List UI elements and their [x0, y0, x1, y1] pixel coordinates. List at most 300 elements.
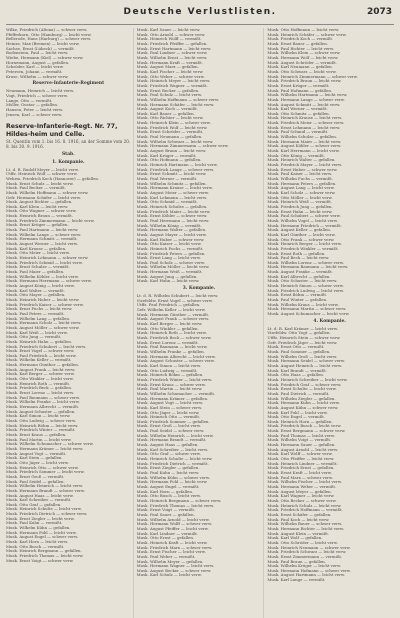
list-entry: Musk. Hermann Richter — leicht verw.: [267, 526, 345, 531]
list-entry: Musk. Hermann Zimmermann — schwer verw.: [136, 144, 229, 149]
list-entry: Gefr. Friedrich Jäger — leicht verw.: [267, 340, 338, 345]
list-entry: Musk. Otto Graf — schwer verw.: [136, 452, 201, 457]
list-entry: Musk. August Pfeiffer — leicht verw.: [136, 526, 209, 531]
list-entry: Utffz. Paul Friedrich — gefallen.: [136, 303, 201, 308]
list-entry: Musk. Paul Scholz — schwer verw.: [136, 260, 205, 265]
list-entry: Musk. Otto Schmitz — gefallen.: [267, 111, 330, 116]
list-entry: Musk. Heinrich Berger — leicht verw.: [267, 242, 342, 247]
list-entry: Musk. Wilhelm König — vermißt.: [136, 223, 202, 228]
list-entry: Musk. Wilhelm Heinrich — leicht verw.: [6, 484, 84, 489]
list-entry: Musk. Friedrich Zimmermann — leicht verw.: [6, 218, 95, 223]
list-entry: Musk. Hermann Krämer — leicht verw.: [6, 446, 84, 451]
list-entry: Musk. Ernst Schröder — vermißt.: [136, 130, 204, 135]
text-columns: [6, 28, 394, 618]
list-entry: Musk. Karl Albrecht — gefallen.: [267, 274, 331, 279]
list-entry: Musk. Wilhelm Lange — schwer verw.: [6, 232, 82, 237]
list-entry: Musk. Otto Frank — schwer verw.: [267, 237, 335, 242]
list-entry: Musk. August Schröder — vermißt.: [267, 60, 338, 65]
list-entry: Musk. Paul Martin — leicht verw.: [6, 437, 72, 442]
column-1: [6, 28, 134, 618]
list-entry: Musk. Otto Winkler — leicht verw.: [6, 377, 74, 382]
column-3: [267, 28, 394, 618]
list-entry: Musk. Paul Hartmann — leicht verw.: [6, 228, 79, 233]
list-entry: Musk. Friedrich Dietrich — schwer verw.: [6, 512, 88, 517]
list-entry: Musk. Wilhelm Voigt — vermißt.: [267, 438, 332, 443]
list-entry: Möller, Gustav — gefallen.: [6, 103, 59, 108]
list-entry: Musk. Ernst Hartmann — leicht verw.: [136, 46, 212, 51]
col3-company-label: 4. Kompanie.: [313, 318, 346, 324]
list-entry: Musk. Friedrich Lange — schwer verw.: [136, 167, 215, 172]
list-entry: Hansen, Peter — leicht verw.: [6, 107, 64, 112]
running-title: Deutsche Verlustlisten.: [123, 7, 277, 17]
list-entry: Musk. Ernst Fuchs — leicht verw.: [6, 307, 73, 312]
list-entry: Musk. August Franke — vermißt.: [267, 270, 333, 275]
list-entry: Musk. Heinrich Weiß — vermißt.: [267, 200, 333, 205]
list-entry: Musk. Karl Neumann — gefallen.: [267, 65, 333, 70]
list-entry: Musk. Otto Jäger — leicht verw.: [6, 460, 69, 465]
list-entry: Musk. Karl Schreiber — vermißt.: [6, 498, 72, 503]
list-entry: Musk. Karl Wolf — gefallen.: [267, 536, 323, 541]
list-entry: Musk. Paul Werner — vermißt.: [136, 177, 198, 181]
list-entry: Musk. Karl Horn — gefallen.: [136, 489, 194, 494]
list-entry: Musk. Karl Schulz — leicht verw.: [136, 573, 202, 578]
list-entry: Musk. Otto Engel — vermißt.: [267, 415, 325, 420]
list-entry: Musk. August Richter — gefallen.: [6, 200, 73, 205]
list-entry: Musk. Karl Sauer — leicht verw.: [136, 28, 201, 32]
list-entry: Musk. Paul Beck — leicht verw.: [267, 256, 330, 261]
list-entry: Musk. Paul Seidel — schwer verw.: [136, 429, 205, 434]
list-entry: Musk. Heinrich Schreiber — leicht verw.: [267, 377, 348, 382]
list-entry: Musk. Otto Haas — gefallen.: [267, 373, 325, 378]
list-entry: Musk. Friedrich Ludwig — leicht verw.: [267, 288, 345, 293]
list-entry: Musk. Paul Herrmann — leicht verw.: [136, 218, 210, 223]
list-entry: Musk. Friedrich Schubert — leicht verw.: [6, 344, 87, 349]
list-entry: Gefr. Hermann Schäfer — leicht verw.: [6, 195, 81, 200]
list-entry: Musk. Friedrich Pfeiffer — gefallen.: [136, 41, 208, 46]
list-entry: Musk. Friedrich Peters — gefallen.: [136, 251, 206, 256]
list-entry: Musk. Paul Becker — vermißt.: [6, 186, 66, 191]
list-entry: Musk. August Engel — schwer verw.: [6, 535, 79, 540]
list-entry: Musk. Heinrich Otto — schwer verw.: [6, 465, 79, 470]
list-entry: Musk. Paul Weber — vermißt.: [136, 554, 196, 559]
list-entry: Musk. Friedrich Busch — leicht verw.: [267, 424, 342, 429]
list-entry: Musk. Heinrich Fuchs — vermißt.: [136, 246, 204, 251]
list-entry: Musk. Ernst Lang — leicht verw.: [136, 256, 201, 261]
list-entry: Musk. Ernst Krüger — vermißt.: [267, 83, 330, 88]
col1-top-list: [6, 28, 131, 79]
list-entry: Musk. Heinrich Walter — gefallen.: [267, 158, 336, 163]
list-entry: Musk. Paul Seidel — gefallen.: [6, 479, 65, 484]
list-entry: Neumann, Heinrich — leicht verw.: [6, 89, 75, 94]
list-entry: Musk. Hermann Peters — gefallen.: [267, 181, 337, 186]
list-entry: Musk. Hermann Albrecht — vermißt.: [6, 405, 80, 410]
list-entry: Musk. Heinrich Braun — vermißt.: [6, 214, 73, 219]
list-entry: Musk. August Marx — gefallen.: [136, 65, 199, 70]
list-entry: Musk. Otto Wagner — schwer verw.: [6, 209, 77, 214]
list-entry: Musk. Paul Kuhn — leicht verw.: [136, 471, 200, 476]
list-entry: Musk. Hermann Pohl — leicht verw.: [6, 530, 77, 535]
list-entry: Musk. Ernst Bauer — gefallen.: [267, 41, 328, 46]
list-entry: Musk. Paul Dietrich — vermißt.: [267, 391, 330, 396]
list-entry: Musk. Friedrich Beck — schwer verw.: [136, 336, 212, 340]
list-entry: Musk. Karl Hahn — leicht verw.: [136, 279, 200, 284]
list-entry: Musk. Hermann Brandt — vermißt.: [136, 438, 207, 443]
list-entry: Musk. Heinrich Böhm — leicht verw.: [6, 423, 79, 428]
list-entry: Musk. Otto Ludwig — schwer verw.: [6, 419, 77, 423]
list-entry: Musk. Hermann Walter — gefallen.: [136, 228, 207, 233]
list-entry: Musk. Paul Kaiser — leicht verw.: [267, 172, 333, 177]
list-entry: Musk. Friedrich Sommer — gefallen.: [136, 419, 210, 424]
list-entry: Musk. Paul Schmid — vermißt.: [267, 130, 329, 135]
list-entry: Musk. Otto Schröder — leicht verw.: [267, 540, 338, 545]
list-entry: Musk. Karl Herrmann — leicht verw.: [267, 149, 340, 154]
list-entry: Musk. Hermann Sauer — gefallen.: [267, 443, 336, 448]
list-entry: Musk. Ernst Kraus — schwer verw.: [136, 382, 206, 387]
col2-top-list: [137, 28, 262, 284]
list-entry: Musk. Karl Wagner — leicht verw.: [267, 494, 335, 499]
list-entry: Musk. Wilhelm Hartmann — leicht verw.: [267, 93, 348, 98]
list-entry: Bellerode, Hans (Harburg) — schwer verw.: [6, 37, 92, 42]
list-entry: Musk. August Schuster — schwer verw.: [136, 359, 215, 364]
list-entry: Musk. Hermann Kuhn — leicht verw.: [267, 401, 340, 406]
list-entry: Musk. Friedrich Graf — schwer verw.: [267, 382, 342, 387]
list-entry: Musk. Otto Schuster — leicht verw.: [267, 279, 338, 284]
list-entry: Musk. Friedrich Wagner — vermißt.: [136, 83, 208, 88]
list-entry: Musk. Paul Marx — schwer verw.: [267, 475, 334, 480]
list-entry: Musk. Wilhelm Hoffmann — schwer verw.: [6, 190, 89, 195]
list-entry: Musk. Hermann Kraft — vermißt.: [136, 60, 203, 65]
list-entry: Musk. Ernst Zimmermann — vermißt.: [267, 554, 343, 559]
list-entry: Musk. Karl Simon — leicht verw.: [136, 363, 202, 368]
list-entry: Musk. Friedrich Dietrich — vermißt.: [136, 461, 209, 466]
list-entry: Musk. August Braun — leicht verw.: [136, 149, 207, 154]
list-entry: Musk. Paul Peters — vermißt.: [6, 311, 65, 316]
list-entry: Musk. Ernst Hahn — leicht verw.: [267, 209, 333, 214]
list-entry: Musk. Hermann Baumann — leicht verw.: [267, 265, 349, 270]
list-entry: Musk. Karl Krause — gefallen.: [6, 246, 67, 251]
list-entry: Musk. Wilhelm Schulze — gefallen.: [267, 135, 337, 140]
list-entry: Musk. Friedrich Wolf — leicht verw.: [136, 125, 208, 130]
list-entry: Musk. Wilhelm Groß — leicht verw.: [267, 354, 338, 359]
list-entry: Musk. Heinrich Schulze — gefallen.: [136, 204, 208, 209]
list-entry: Musk. August Koch — vermißt.: [136, 107, 198, 112]
list-entry: Musk. Hermann Schäfer — leicht verw.: [136, 102, 215, 107]
list-entry: Musk. August Klein — vermißt.: [267, 531, 330, 536]
list-entry: Musk. Friedrich Koch — vermißt.: [267, 37, 334, 42]
list-entry: Musk. Heinrich Simon — schwer verw.: [267, 284, 344, 289]
list-entry: Musk. Hermann Wagner — leicht verw.: [136, 564, 215, 569]
list-entry: Musk. August Hartmann — leicht verw.: [267, 573, 346, 578]
list-entry: Musk. Ernst Ziegler — leicht verw.: [6, 516, 75, 521]
list-entry: Musk. Wilhelm Meyer — gefallen.: [136, 559, 204, 564]
list-entry: Musk. Friedrich Winter — leicht verw.: [136, 377, 213, 382]
list-entry: Musk. Friedrich Sommer — leicht verw.: [6, 470, 85, 475]
list-entry: Musk. Wilhelm Klein — schwer verw.: [267, 51, 341, 56]
list-entry: Musk. Paul Sauer — gefallen.: [136, 512, 195, 517]
list-entry: Musk. Heinrich Hartmann — leicht verw.: [136, 163, 218, 168]
list-entry: Musk. Hermann Schmitt — vermißt.: [6, 237, 78, 242]
col1-company-label: Stab.: [62, 151, 75, 157]
list-entry: Musk. August Becker — schwer verw.: [136, 568, 212, 573]
list-entry: Musk. Karl Weiß — leicht verw.: [6, 330, 68, 335]
list-entry: Musk. Ernst Kraus — gefallen.: [6, 432, 67, 437]
list-entry: Musk. Karl Lange — vermißt.: [267, 578, 326, 583]
list-entry: Musk. Karl Wolff — schwer verw.: [267, 452, 333, 457]
list-entry: Musk. Heinrich Lehmann — schwer verw.: [6, 256, 89, 261]
list-entry: Musk. August Frank — leicht verw.: [6, 367, 76, 372]
list-entry: Musk. Heinrich Zimmermann — schwer verw.: [267, 74, 358, 79]
list-entry: Musk. Otto Schmid — vermißt.: [136, 200, 198, 205]
list-entry: Musk. Paul Baumann — leicht verw.: [136, 345, 208, 350]
list-entry: Musk. Otto Kaiser — leicht verw.: [136, 242, 202, 247]
list-entry: Musk. Hermann Wolff — schwer verw.: [136, 522, 213, 527]
list-entry: Musk. Otto Möller — leicht verw.: [267, 195, 333, 200]
list-entry: Kruse, Wilhelm — schwer verw.: [6, 74, 69, 79]
list-entry: Lt. d. R. Karl Krämer — leicht verw.: [267, 326, 338, 331]
list-entry: Musk. Paul Martin — leicht verw.: [136, 387, 203, 392]
list-entry: Musk. Paul Braun — gefallen.: [267, 559, 326, 564]
list-entry: Musk. Paul Neumann — gefallen.: [136, 135, 203, 140]
list-entry: Musk. Ernst Köhler — schwer verw.: [136, 214, 208, 219]
list-entry: Musk. Wilhelm Krüger — leicht verw.: [267, 564, 342, 569]
list-entry: Musk. Hermann Albrecht — leicht verw.: [136, 354, 216, 359]
list-entry: Musk. August Mayer — leicht verw.: [136, 232, 207, 237]
list-entry: Musk. Friedrich Thomas — leicht verw.: [136, 503, 215, 508]
list-entry: Bodenstein, Paul — leicht verw.: [6, 51, 69, 56]
list-entry: Musk. Heinrich Hahn — gefallen.: [6, 339, 72, 344]
list-entry: Musk. Wilhelm Schmitz — gefallen.: [136, 181, 207, 186]
list-entry: Musk. Wilhelm Kühn — schwer verw.: [136, 475, 210, 480]
list-entry: Musk. Hermann Pohl — leicht verw.: [136, 480, 208, 485]
list-entry: Musk. Paul Winter — gefallen.: [267, 298, 328, 303]
list-entry: Petersen, Johann — vermißt.: [6, 69, 63, 74]
list-entry: Musk. Otto Ernst — gefallen.: [136, 536, 195, 541]
list-entry: Musk. Hermann Krämer — gefallen.: [136, 396, 209, 401]
list-entry: Musk. Friedrich Braun — leicht verw.: [267, 79, 342, 84]
list-entry: Musk. Ernst Lorenz — leicht verw.: [6, 391, 75, 396]
col1-sub-heading: Reserve-Infanterie-Regiment: [32, 81, 105, 87]
list-entry: Wilke, Friedrich (Altona) — schwer verw.: [6, 28, 88, 32]
list-entry: Musk. Karl Günther — leicht verw.: [267, 232, 336, 237]
list-entry: Musk. Wilhelm Heinrich — leicht verw.: [136, 433, 214, 438]
list-entry: Musk. Friedrich Hoffmann — vermißt.: [267, 508, 343, 513]
list-entry: Musk. August Vogt — leicht verw.: [136, 401, 204, 406]
list-entry: Musk. Ernst Becker — gefallen.: [136, 88, 200, 93]
col1-bottom-list: [6, 168, 131, 564]
list-entry: Musk. Karl Krüger — vermißt.: [136, 153, 197, 158]
list-entry: Musk. Hermann Wolf — leicht verw.: [267, 55, 339, 60]
list-entry: Musk. Paul Koch — leicht verw.: [267, 517, 330, 522]
list-entry: Musk. Wilhelm Arnold — leicht verw.: [136, 517, 210, 522]
list-entry: Musk. Hermann Günther — gefallen.: [6, 363, 79, 368]
list-entry: Musk. Paul Kuhn — vermißt.: [6, 521, 63, 526]
list-entry: Musk. Ernst Voigt — vermißt.: [136, 508, 196, 513]
list-entry: Musk. August Kühn — schwer verw.: [267, 405, 339, 410]
list-entry: Wiebe, Hermann (Kiel) — schwer verw.: [6, 55, 84, 60]
list-entry: Musk. Ernst Voigt — schwer verw.: [6, 558, 74, 563]
list-entry: Musk. Otto Hoffmann — leicht verw.: [267, 28, 340, 32]
list-entry: Musk. Heinrich Schäfer — schwer verw.: [267, 32, 347, 37]
list-entry: Musk. Wilhelm Bauer — schwer verw.: [267, 522, 343, 527]
list-entry: Musk. Heinrich Bergmann — gefallen.: [6, 549, 82, 554]
list-entry: Musk. August Schuster — gefallen.: [6, 409, 76, 414]
list-entry: Musk. Wilhelm Vogel — leicht verw.: [267, 218, 338, 223]
list-entry: Musk. August Werner — leicht verw.: [6, 242, 79, 247]
list-entry: Musk. Heinrich Huber — leicht verw.: [6, 297, 80, 302]
list-entry: Musk. Ernst Schmitt — leicht verw.: [136, 172, 207, 177]
list-entry: Musk. Otto Busch — vermißt.: [6, 544, 65, 549]
list-entry: Musk. Friedrich Beck — gefallen.: [6, 386, 73, 391]
list-entry: Musk. Ernst Otto — vermißt.: [267, 345, 325, 350]
list-entry: Lt. d. R. Wilhelm Schubert — leicht verw.: [136, 294, 219, 299]
list-entry: Musk. Friedrich Marx — schwer verw.: [136, 545, 213, 550]
list-entry: Musk. Friedrich Kaiser — schwer verw.: [6, 302, 84, 307]
list-entry: Musk. Paul Hofmann — gefallen.: [267, 88, 333, 93]
list-entry: Musk. August König — leicht verw.: [6, 283, 75, 288]
list-entry: Musk. Friedrich Jung — gefallen.: [267, 204, 333, 209]
list-entry: Musk. Otto Mayer — gefallen.: [6, 293, 66, 298]
list-entry: Musk. August Meier — schwer verw.: [136, 190, 210, 195]
list-entry: Musk. Friedrich Ernst — gefallen.: [267, 466, 335, 471]
list-entry: Musk. Karl Simon — leicht verw.: [6, 414, 71, 419]
list-entry: Musk. Friedrich Winkler — vermißt.: [267, 246, 339, 251]
list-entry: Musk. Wilhelm Köhler — leicht verw.: [6, 274, 79, 279]
list-entry: Musk. Friedrich Mayer — leicht verw.: [267, 163, 343, 168]
list-entry: Musk. Ernst Schäfer — gefallen.: [267, 512, 332, 517]
list-entry: Musk. Paul Schubert — schwer verw.: [267, 214, 341, 219]
list-entry: Wehrm. Friedrich Koch (Hannover) — gefallen.: [6, 176, 100, 181]
list-entry: Musk. Ernst Lehmann — leicht verw.: [267, 125, 341, 130]
list-entry: Musk. August Lang — leicht verw.: [267, 186, 335, 191]
list-entry: Musk. August Köhler — schwer verw.: [267, 144, 342, 149]
list-entry: Musk. Otto Weber — schwer verw.: [136, 74, 205, 79]
list-entry: Musk. Friedrich Schmid — leicht verw.: [6, 260, 83, 265]
list-entry: Musk. August Engel — vermißt.: [136, 485, 200, 489]
list-entry: Musk. Heinrich Meyer — leicht verw.: [136, 79, 211, 84]
list-entry: Musk. Wilhelm Schwarz — leicht verw.: [136, 139, 214, 144]
list-entry: Musk. Heinrich Wolff — vermißt.: [136, 37, 202, 42]
list-entry: Musk. Otto Busch — leicht verw.: [136, 494, 202, 499]
list-entry: Musk. Heinrich Böhm — gefallen.: [136, 373, 204, 378]
list-entry: Musk. Paul Richter — leicht verw.: [267, 46, 335, 51]
list-entry: Musk. August Haas — leicht verw.: [6, 493, 74, 498]
list-entry: Musk. Ernst Ziegler — gefallen.: [136, 466, 200, 471]
list-entry: Lt. d. R. Rudolf Meyer — leicht verw.: [6, 167, 79, 172]
list-entry: Musk. Hermann Weiß — vermißt.: [136, 270, 203, 275]
list-entry: Musk. Ernst Fischer — leicht verw.: [136, 550, 206, 555]
list-entry: Musk. Hermann Maier — leicht verw.: [267, 139, 342, 144]
list-entry: Musk. August Jung — gefallen.: [136, 274, 198, 279]
list-entry: Musk. Karl Brandt — vermißt.: [267, 368, 327, 373]
list-entry: Vizefeldw. Ernst Vogel — schwer verw.: [136, 298, 213, 303]
list-entry: Musk. Wilhelm Kraus — leicht verw.: [267, 302, 339, 307]
regiment-heading-sub: St. Quentin vom 1. bis 16. 8. 1916, an der Somme vom 20. 8. bis 30. 9. 1916.: [6, 139, 131, 150]
list-entry: Musk. Karl Bauer — gefallen.: [136, 111, 195, 116]
page-number: 2073: [366, 7, 392, 17]
list-entry: Musk. Wilhelm Lang — gefallen.: [6, 316, 71, 321]
list-entry: Musk. Heinrich Schulte — leicht verw.: [136, 457, 213, 462]
list-entry: Musk. Hermann Martin — schwer verw.: [267, 307, 347, 312]
list-entry: Musk. Hermann Hofmann — schwer verw.: [267, 568, 351, 573]
list-entry: Musk. Otto König — vermißt.: [267, 153, 325, 158]
list-entry: Musk. August Arnold — leicht verw.: [267, 447, 339, 452]
list-entry: Musk. Paul Lindner — schwer verw.: [136, 51, 208, 56]
list-entry: Musk. Heinrich Neumann — schwer verw.: [267, 545, 351, 550]
list-entry: Musk. Otto Jäger — leicht verw.: [136, 410, 200, 415]
list-entry: Musk. Ernst Groß — vermißt.: [6, 474, 65, 479]
list-entry: Musk. Karl Klein — leicht verw.: [6, 204, 69, 209]
list-entry: Lange, Otto — vermißt.: [6, 98, 53, 103]
list-entry: Musk. Heinrich Krause — leicht verw.: [267, 116, 343, 121]
list-entry: Musk. Wilhelm Hoffmann — schwer verw.: [136, 97, 220, 102]
list-entry: Musk. Paul Schulz — leicht verw.: [136, 93, 202, 98]
list-entry: Musk. August Keller — gefallen.: [267, 228, 331, 233]
list-entry: Gefr. Wilhelm Keller — leicht verw.: [136, 308, 206, 313]
list-entry: Musk. Hermann Seidel — schwer verw.: [267, 359, 345, 364]
list-entry: Musk. Friedrich Meier — schwer verw.: [267, 121, 345, 126]
list-entry: Musk. Heinrich Bergmann — schwer verw.: [136, 498, 222, 503]
list-entry: Musk. August Vogt — vermißt.: [6, 451, 67, 456]
list-entry: Vogt, Friedrich — schwer verw.: [6, 93, 68, 98]
list-entry: Musk. Hermann Scholz — leicht verw.: [6, 321, 82, 326]
list-entry: Musk. Wilhelm Ernst — leicht verw.: [136, 55, 208, 60]
list-entry: Musk. Heinrich Roth — vermißt.: [6, 381, 71, 386]
list-entry: Musk. Hermann Herrmann — schwer verw.: [6, 279, 92, 284]
column-2: [137, 28, 265, 618]
list-entry: Schröder, Karl — leicht verw.: [6, 65, 64, 70]
list-entry: Musk. August Meyer — gefallen.: [267, 489, 332, 494]
list-entry: Sachse, Ernst (Lübeck) — vermißt.: [6, 46, 75, 51]
list-entry: Musk. Hermann Friedrich — vermißt.: [267, 223, 342, 228]
list-entry: Musk. Otto Meier — leicht verw.: [6, 251, 71, 256]
list-entry: Musk. Ernst Roth — gefallen.: [267, 251, 326, 256]
list-entry: Musk. Friedrich Schwarz — leicht verw.: [267, 550, 347, 555]
list-entry: Musk. Karl Werner — vermißt.: [267, 107, 328, 112]
list-entry: Musk. Karl Walter — vermißt.: [6, 288, 65, 293]
list-entry: Musk. Wilhelm Ziegler — gefallen.: [267, 396, 336, 401]
list-entry: Musk. Karl Berger — leicht verw.: [136, 322, 203, 327]
list-entry: Musk. Paul Maier — gefallen.: [6, 270, 65, 274]
list-entry: Musk. Otto Arnold — schwer verw.: [136, 32, 206, 37]
list-entry: Musk. August Frank — schwer verw.: [136, 317, 210, 322]
list-entry: Musk. Wilhelm Lorenz — schwer verw.: [267, 260, 344, 265]
list-entry: Musk. Hermann Günther — vermißt.: [136, 312, 210, 317]
list-entry: Musk. Karl Stein — gefallen.: [6, 456, 63, 461]
list-entry: Musk. Karl Huber — schwer verw.: [136, 237, 205, 242]
list-entry: Musk. August Schmitt — leicht verw.: [267, 102, 341, 107]
list-entry: Musk. Ernst Schulte — leicht verw.: [267, 387, 337, 392]
list-entry: Musk. Otto Schwarz — leicht verw.: [267, 69, 337, 74]
list-entry: Musk. Wilhelm Fuchs — vermißt.: [267, 177, 334, 181]
list-entry: Hornemann, August — gefallen.: [6, 60, 70, 65]
list-entry: Musk. Karl Pohl — leicht verw.: [267, 410, 328, 415]
list-entry: Musk. Ernst Schulze — vermißt.: [6, 265, 70, 270]
list-entry: Musk. Ernst Schulz — leicht verw.: [6, 181, 74, 186]
list-entry: Musk. Otto Becker — schwer verw.: [267, 498, 337, 503]
list-entry: Musk. Otto Hofmann — gefallen.: [136, 158, 202, 163]
list-entry: Musk. Friedrich Winter — vermißt.: [6, 428, 76, 433]
col2-bottom-list: [137, 294, 262, 578]
list-entry: Musk. Heinrich Otto — vermißt.: [136, 415, 201, 420]
list-entry: Musk. Heinrich Kraft — leicht verw.: [136, 540, 208, 545]
list-entry: Musk. August Heinrich — leicht verw.: [267, 363, 343, 368]
list-entry: Musk. Karl Scholz — schwer verw.: [267, 190, 336, 195]
list-entry: Heinze, Max (Bremen) — leicht verw.: [6, 41, 80, 46]
list-entry: Musk. Karl Schreiber — leicht verw.: [136, 447, 209, 452]
list-entry: Vizefeldw. Otto Vogt — gefallen.: [267, 331, 331, 336]
list-entry: Musk. Karl Berger — schwer verw.: [6, 372, 75, 377]
list-entry: Musk. Otto Winkler — gefallen.: [136, 326, 199, 331]
